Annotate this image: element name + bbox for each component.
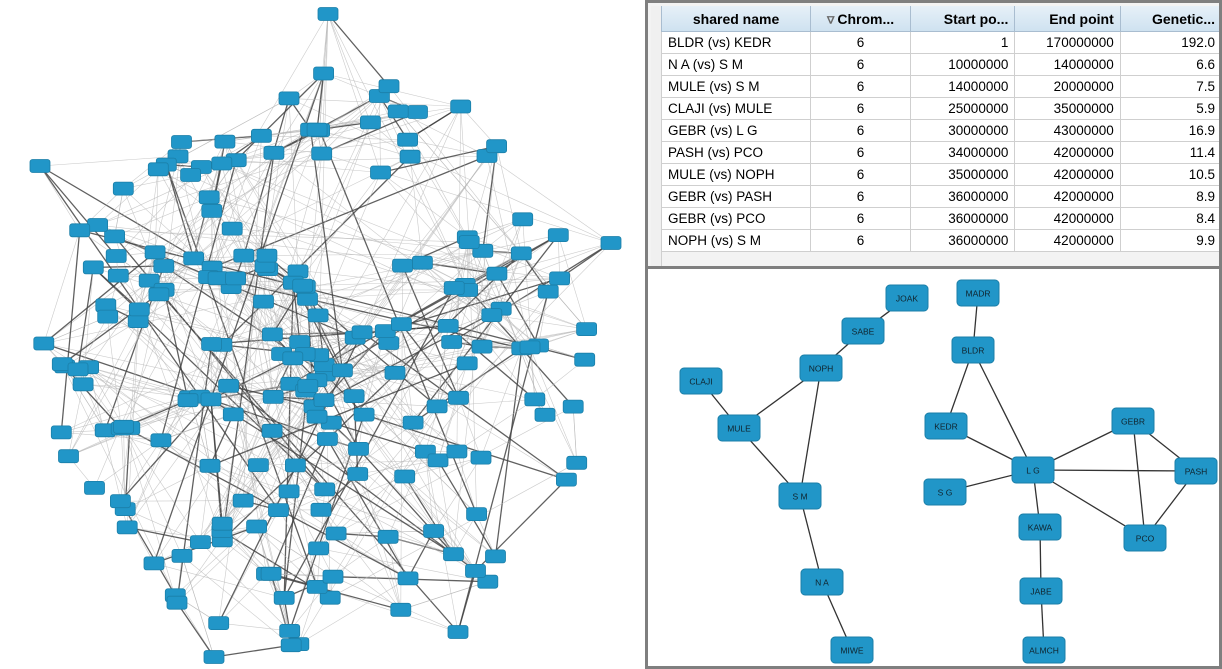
network-edge[interactable] bbox=[573, 407, 577, 463]
subnetwork-node[interactable] bbox=[1112, 408, 1154, 434]
node-label: MADR bbox=[965, 288, 991, 299]
network-node[interactable] bbox=[332, 364, 352, 377]
network-node[interactable] bbox=[145, 246, 165, 259]
network-node[interactable] bbox=[285, 459, 305, 472]
network-node[interactable] bbox=[314, 67, 334, 80]
network-node[interactable] bbox=[427, 400, 447, 413]
network-node[interactable] bbox=[307, 410, 327, 423]
network-node[interactable] bbox=[309, 542, 329, 555]
network-node[interactable] bbox=[308, 309, 328, 322]
network-node[interactable] bbox=[486, 550, 506, 563]
node-label: MULE bbox=[727, 423, 751, 434]
subnetwork-node[interactable] bbox=[801, 569, 843, 595]
table-cell-genetic[interactable]: 6.6 bbox=[1120, 54, 1221, 76]
network-edge[interactable] bbox=[289, 98, 298, 271]
network-edge[interactable] bbox=[161, 414, 233, 440]
table-header-start_point[interactable] bbox=[910, 6, 1014, 32]
subnetwork-node[interactable] bbox=[952, 337, 994, 363]
subnetwork-node[interactable] bbox=[957, 280, 999, 306]
network-node[interactable] bbox=[360, 116, 380, 129]
network-node[interactable] bbox=[222, 222, 242, 235]
subnetwork-edge[interactable] bbox=[1133, 421, 1145, 538]
network-node[interactable] bbox=[199, 191, 219, 204]
table-cell-genetic[interactable]: 7.5 bbox=[1120, 76, 1221, 98]
table-cell-start_point[interactable]: 35000000 bbox=[910, 164, 1014, 186]
edge-table[interactable] bbox=[661, 6, 1222, 252]
network-node[interactable] bbox=[424, 525, 444, 538]
network-node[interactable] bbox=[298, 380, 318, 393]
table-row[interactable] bbox=[662, 208, 1222, 230]
network-node[interactable] bbox=[457, 357, 477, 370]
node-label: JABE bbox=[1030, 586, 1052, 597]
network-node[interactable] bbox=[279, 485, 299, 498]
network-node[interactable] bbox=[459, 236, 479, 249]
network-node[interactable] bbox=[172, 136, 192, 149]
network-node[interactable] bbox=[73, 378, 93, 391]
network-node[interactable] bbox=[215, 135, 235, 148]
network-edge[interactable] bbox=[458, 571, 476, 632]
network-node[interactable] bbox=[520, 341, 540, 354]
network-node[interactable] bbox=[601, 237, 621, 250]
network-node[interactable] bbox=[251, 129, 271, 142]
network-node[interactable] bbox=[438, 319, 458, 332]
node-label: MIWE bbox=[840, 645, 864, 656]
table-cell-chromosome[interactable]: 6 bbox=[811, 98, 911, 120]
table-cell-chromosome[interactable]: 6 bbox=[811, 54, 911, 76]
table-cell-chromosome[interactable]: 6 bbox=[811, 186, 911, 208]
network-node[interactable] bbox=[466, 564, 486, 577]
network-node[interactable] bbox=[487, 267, 507, 280]
network-node[interactable] bbox=[190, 536, 210, 549]
network-node[interactable] bbox=[262, 424, 282, 437]
network-node[interactable] bbox=[257, 249, 277, 262]
network-node[interactable] bbox=[556, 473, 576, 486]
network-node[interactable] bbox=[88, 219, 108, 232]
network-node[interactable] bbox=[106, 250, 126, 263]
table-cell-start_point[interactable]: 1 bbox=[910, 32, 1014, 54]
network-node[interactable] bbox=[293, 279, 313, 292]
network-node[interactable] bbox=[349, 442, 369, 455]
network-node[interactable] bbox=[318, 8, 338, 21]
network-node[interactable] bbox=[172, 549, 192, 562]
network-node[interactable] bbox=[317, 433, 337, 446]
network-node[interactable] bbox=[219, 379, 239, 392]
table-cell-end_point[interactable]: 20000000 bbox=[1015, 76, 1120, 98]
table-cell-end_point[interactable]: 42000000 bbox=[1015, 186, 1120, 208]
network-edge[interactable] bbox=[398, 111, 467, 237]
network-node[interactable] bbox=[68, 363, 88, 376]
network-node[interactable] bbox=[208, 272, 228, 285]
network-edge[interactable] bbox=[98, 169, 159, 225]
table-header-label: Start po... bbox=[943, 10, 1009, 27]
network-node[interactable] bbox=[391, 603, 411, 616]
subnetwork-view[interactable] bbox=[645, 266, 1222, 669]
table-cell-start_point[interactable]: 36000000 bbox=[910, 208, 1014, 230]
network-node[interactable] bbox=[281, 639, 301, 652]
network-node[interactable] bbox=[261, 567, 281, 580]
network-edge[interactable] bbox=[461, 107, 470, 243]
network-node[interactable] bbox=[482, 309, 502, 322]
network-node[interactable] bbox=[447, 445, 467, 458]
network-node[interactable] bbox=[472, 340, 492, 353]
table-cell-start_point[interactable]: 10000000 bbox=[910, 54, 1014, 76]
table-cell-shared_name[interactable]: N A (vs) S M bbox=[662, 54, 811, 76]
network-node[interactable] bbox=[525, 393, 545, 406]
network-node[interactable] bbox=[326, 527, 346, 540]
network-node[interactable] bbox=[108, 269, 128, 282]
network-edge[interactable] bbox=[61, 230, 79, 432]
network-node[interactable] bbox=[449, 391, 469, 404]
table-cell-chromosome[interactable]: 6 bbox=[811, 76, 911, 98]
network-node[interactable] bbox=[379, 80, 399, 93]
node-label: S G bbox=[937, 487, 953, 498]
network-node[interactable] bbox=[398, 133, 418, 146]
network-node[interactable] bbox=[204, 651, 224, 664]
table-cell-end_point[interactable]: 42000000 bbox=[1015, 208, 1120, 230]
network-node[interactable] bbox=[408, 106, 428, 119]
subnetwork-edge[interactable] bbox=[1033, 470, 1196, 471]
network-node[interactable] bbox=[234, 249, 254, 262]
network-node[interactable] bbox=[379, 337, 399, 350]
network-edge[interactable] bbox=[408, 531, 434, 578]
network-node[interactable] bbox=[212, 157, 232, 170]
network-node[interactable] bbox=[280, 624, 300, 637]
network-node[interactable] bbox=[279, 92, 299, 105]
network-node[interactable] bbox=[444, 548, 464, 561]
subnetwork-node[interactable] bbox=[779, 483, 821, 509]
node-label: PASH bbox=[1184, 466, 1208, 477]
network-node[interactable] bbox=[550, 272, 570, 285]
network-node[interactable] bbox=[391, 318, 411, 331]
network-node[interactable] bbox=[274, 591, 294, 604]
network-node[interactable] bbox=[110, 495, 130, 508]
node-label: L G bbox=[1026, 465, 1040, 476]
network-node[interactable] bbox=[312, 147, 332, 160]
table-header-label: Genetic... bbox=[1151, 10, 1215, 27]
network-node[interactable] bbox=[262, 328, 282, 341]
table-cell-shared_name[interactable]: MULE (vs) S M bbox=[662, 76, 811, 98]
network-node[interactable] bbox=[223, 408, 243, 421]
subnetwork-canvas[interactable] bbox=[648, 269, 1219, 666]
table-cell-end_point[interactable]: 43000000 bbox=[1015, 120, 1120, 142]
table-header-label: Chrom... bbox=[837, 10, 895, 27]
network-node[interactable] bbox=[403, 416, 423, 429]
subnetwork-node[interactable] bbox=[800, 355, 842, 381]
table-cell-shared_name[interactable]: GEBR (vs) PCO bbox=[662, 208, 811, 230]
node-label: KAWA bbox=[1027, 522, 1053, 533]
network-node[interactable] bbox=[487, 140, 507, 153]
subnetwork-node[interactable] bbox=[1124, 525, 1166, 551]
network-node[interactable] bbox=[151, 434, 171, 447]
network-edge[interactable] bbox=[530, 347, 535, 399]
network-node[interactable] bbox=[209, 617, 229, 630]
table-cell-chromosome[interactable]: 6 bbox=[811, 120, 911, 142]
network-node[interactable] bbox=[428, 454, 448, 467]
network-node[interactable] bbox=[83, 261, 103, 274]
table-cell-genetic[interactable]: 11.4 bbox=[1120, 142, 1221, 164]
network-node[interactable] bbox=[178, 394, 198, 407]
table-cell-start_point[interactable]: 34000000 bbox=[910, 142, 1014, 164]
network-edge[interactable] bbox=[244, 98, 289, 255]
table-cell-start_point[interactable]: 14000000 bbox=[910, 76, 1014, 98]
table-cell-start_point[interactable]: 30000000 bbox=[910, 120, 1014, 142]
network-node[interactable] bbox=[85, 481, 105, 494]
network-node[interactable] bbox=[513, 213, 533, 226]
network-node[interactable] bbox=[51, 426, 71, 439]
table-row[interactable] bbox=[662, 32, 1222, 54]
network-edge[interactable] bbox=[127, 397, 189, 527]
table-header-end_point[interactable] bbox=[1015, 6, 1120, 32]
network-node[interactable] bbox=[144, 557, 164, 570]
network-node[interactable] bbox=[59, 450, 79, 463]
network-node[interactable] bbox=[212, 517, 232, 530]
subnetwork-edge[interactable] bbox=[973, 350, 1033, 470]
network-edge[interactable] bbox=[40, 166, 80, 230]
network-node[interactable] bbox=[128, 315, 148, 328]
subnetwork-node[interactable] bbox=[680, 368, 722, 394]
network-node[interactable] bbox=[154, 260, 174, 273]
network-node[interactable] bbox=[202, 338, 222, 351]
subnetwork-node[interactable] bbox=[925, 413, 967, 439]
network-edge[interactable] bbox=[69, 384, 84, 456]
subnetwork-node[interactable] bbox=[831, 637, 873, 663]
network-edge[interactable] bbox=[123, 98, 289, 188]
table-cell-end_point[interactable]: 42000000 bbox=[1015, 164, 1120, 186]
network-node[interactable] bbox=[323, 570, 343, 583]
network-node[interactable] bbox=[200, 459, 220, 472]
network-node[interactable] bbox=[167, 596, 187, 609]
network-node[interactable] bbox=[202, 204, 222, 217]
network-node[interactable] bbox=[247, 520, 267, 533]
table-cell-chromosome[interactable]: 6 bbox=[811, 230, 911, 252]
node-label: JOAK bbox=[895, 293, 919, 304]
network-node[interactable] bbox=[307, 123, 327, 136]
network-node[interactable] bbox=[269, 504, 289, 517]
table-cell-genetic[interactable]: 8.4 bbox=[1120, 208, 1221, 230]
network-node[interactable] bbox=[226, 272, 246, 285]
network-node[interactable] bbox=[371, 166, 391, 179]
network-node[interactable] bbox=[412, 256, 432, 269]
network-node[interactable] bbox=[348, 468, 368, 481]
table-cell-genetic[interactable]: 16.9 bbox=[1120, 120, 1221, 142]
node-label: NOPH bbox=[808, 363, 834, 374]
network-edge[interactable] bbox=[177, 603, 214, 657]
table-row[interactable] bbox=[662, 98, 1222, 120]
table-cell-shared_name[interactable]: CLAJI (vs) MULE bbox=[662, 98, 811, 120]
network-node[interactable] bbox=[444, 282, 464, 295]
table-header-chromosome[interactable] bbox=[811, 6, 911, 32]
network-edge[interactable] bbox=[125, 466, 210, 509]
network-node[interactable] bbox=[548, 229, 568, 242]
network-node[interactable] bbox=[298, 292, 318, 305]
network-node[interactable] bbox=[393, 259, 413, 272]
table-header-label: End point bbox=[1049, 10, 1114, 27]
subnetwork-node[interactable] bbox=[924, 479, 966, 505]
table-cell-shared_name[interactable]: NOPH (vs) S M bbox=[662, 230, 811, 252]
table-cell-start_point[interactable]: 36000000 bbox=[910, 230, 1014, 252]
network-node[interactable] bbox=[311, 503, 331, 516]
network-node[interactable] bbox=[113, 182, 133, 195]
table-cell-shared_name[interactable]: GEBR (vs) L G bbox=[662, 120, 811, 142]
network-edge[interactable] bbox=[410, 157, 422, 263]
node-label: GEBR bbox=[1120, 416, 1146, 427]
table-cell-genetic[interactable]: 9.9 bbox=[1120, 230, 1221, 252]
network-node[interactable] bbox=[388, 105, 408, 118]
network-node[interactable] bbox=[471, 451, 491, 464]
subnetwork-edge[interactable] bbox=[800, 368, 821, 496]
network-node[interactable] bbox=[535, 408, 555, 421]
network-edge[interactable] bbox=[379, 96, 380, 173]
table-cell-start_point[interactable]: 36000000 bbox=[910, 186, 1014, 208]
node-label: ALMCH bbox=[1029, 645, 1059, 656]
table-cell-start_point[interactable]: 25000000 bbox=[910, 98, 1014, 120]
network-node[interactable] bbox=[233, 494, 253, 507]
subnetwork-nodes[interactable] bbox=[680, 280, 1217, 663]
network-edge[interactable] bbox=[324, 400, 437, 406]
table-body[interactable] bbox=[662, 32, 1222, 252]
table-cell-chromosome[interactable]: 6 bbox=[811, 142, 911, 164]
network-node[interactable] bbox=[448, 626, 468, 639]
network-edge[interactable] bbox=[401, 582, 488, 610]
subnetwork-node[interactable] bbox=[718, 415, 760, 441]
network-node[interactable] bbox=[70, 224, 90, 237]
network-node[interactable] bbox=[467, 508, 487, 521]
table-cell-end_point[interactable]: 42000000 bbox=[1015, 230, 1120, 252]
table-row[interactable] bbox=[662, 230, 1222, 252]
network-node[interactable] bbox=[114, 420, 134, 433]
table-cell-end_point[interactable]: 170000000 bbox=[1015, 32, 1120, 54]
network-node[interactable] bbox=[567, 456, 587, 469]
network-node[interactable] bbox=[577, 323, 597, 336]
network-edge[interactable] bbox=[80, 107, 461, 231]
table-cell-shared_name[interactable]: PASH (vs) PCO bbox=[662, 142, 811, 164]
network-edge[interactable] bbox=[219, 574, 267, 623]
table-cell-genetic[interactable]: 10.5 bbox=[1120, 164, 1221, 186]
network-node[interactable] bbox=[248, 459, 268, 472]
network-node[interactable] bbox=[400, 150, 420, 163]
network-node[interactable] bbox=[105, 230, 125, 243]
network-node[interactable] bbox=[149, 288, 169, 301]
network-edge[interactable] bbox=[127, 527, 200, 542]
network-node[interactable] bbox=[442, 336, 462, 349]
network-edge[interactable] bbox=[219, 623, 290, 631]
filter-icon[interactable]: ∇ bbox=[826, 15, 835, 26]
network-node[interactable] bbox=[538, 285, 558, 298]
table-cell-shared_name[interactable]: GEBR (vs) PASH bbox=[662, 186, 811, 208]
network-node[interactable] bbox=[264, 146, 284, 159]
table-header-genetic[interactable] bbox=[1120, 6, 1221, 32]
network-node[interactable] bbox=[315, 483, 335, 496]
table-cell-genetic[interactable]: 192.0 bbox=[1120, 32, 1221, 54]
subnetwork-node[interactable] bbox=[886, 285, 928, 311]
network-edge[interactable] bbox=[236, 160, 380, 172]
network-edge[interactable] bbox=[93, 266, 164, 267]
network-edge[interactable] bbox=[328, 14, 389, 86]
table-cell-end_point[interactable]: 42000000 bbox=[1015, 142, 1120, 164]
node-label: BLDR bbox=[961, 345, 985, 356]
edge-table-panel[interactable] bbox=[645, 0, 1222, 266]
table-row[interactable] bbox=[662, 76, 1222, 98]
network-node[interactable] bbox=[451, 100, 471, 113]
table-header-label: shared name bbox=[692, 10, 780, 27]
table-cell-shared_name[interactable]: BLDR (vs) KEDR bbox=[662, 32, 811, 54]
network-edge[interactable] bbox=[308, 154, 322, 299]
network-edge[interactable] bbox=[328, 14, 370, 122]
network-node[interactable] bbox=[117, 521, 137, 534]
network-node[interactable] bbox=[290, 336, 310, 349]
network-node[interactable] bbox=[344, 390, 364, 403]
table-row[interactable] bbox=[662, 142, 1222, 164]
network-node[interactable] bbox=[184, 252, 204, 265]
network-node[interactable] bbox=[254, 295, 274, 308]
network-node[interactable] bbox=[575, 353, 595, 366]
node-label: PCO bbox=[1135, 533, 1155, 544]
network-node[interactable] bbox=[378, 530, 398, 543]
network-node[interactable] bbox=[395, 470, 415, 483]
network-node[interactable] bbox=[98, 310, 118, 323]
table-row[interactable] bbox=[662, 120, 1222, 142]
network-node[interactable] bbox=[314, 394, 334, 407]
table-cell-chromosome[interactable]: 6 bbox=[811, 208, 911, 230]
subnetwork-node[interactable] bbox=[1023, 637, 1065, 663]
table-cell-shared_name[interactable]: MULE (vs) NOPH bbox=[662, 164, 811, 186]
network-node[interactable] bbox=[354, 408, 374, 421]
network-edge[interactable] bbox=[496, 348, 522, 556]
table-header-row bbox=[662, 6, 1222, 32]
network-node[interactable] bbox=[201, 393, 221, 406]
node-label: S M bbox=[792, 491, 808, 502]
table-cell-end_point[interactable]: 35000000 bbox=[1015, 98, 1120, 120]
network-node[interactable] bbox=[398, 572, 418, 585]
node-label: N A bbox=[815, 577, 829, 588]
network-node[interactable] bbox=[34, 337, 54, 350]
subnetwork-node[interactable] bbox=[1175, 458, 1217, 484]
table-header-shared_name[interactable] bbox=[662, 6, 811, 32]
node-label: SABE bbox=[851, 326, 875, 337]
subnetwork-node[interactable] bbox=[1012, 457, 1054, 483]
network-node[interactable] bbox=[352, 326, 372, 339]
table-cell-genetic[interactable]: 5.9 bbox=[1120, 98, 1221, 120]
subnetwork-node[interactable] bbox=[842, 318, 884, 344]
table-row[interactable] bbox=[662, 54, 1222, 76]
subnetwork-node[interactable] bbox=[1019, 514, 1061, 540]
network-node[interactable] bbox=[148, 163, 168, 176]
network-node[interactable] bbox=[283, 352, 303, 365]
network-node[interactable] bbox=[129, 303, 149, 316]
network-node[interactable] bbox=[563, 400, 583, 413]
table-row[interactable] bbox=[662, 164, 1222, 186]
table-cell-chromosome[interactable]: 6 bbox=[811, 32, 911, 54]
table-row[interactable] bbox=[662, 186, 1222, 208]
subnetwork-node[interactable] bbox=[1020, 578, 1062, 604]
table-cell-genetic[interactable]: 8.9 bbox=[1120, 186, 1221, 208]
network-node[interactable] bbox=[263, 390, 283, 403]
node-label: KEDR bbox=[934, 421, 958, 432]
node-label: CLAJI bbox=[689, 376, 713, 387]
network-node[interactable] bbox=[181, 169, 201, 182]
table-cell-end_point[interactable]: 14000000 bbox=[1015, 54, 1120, 76]
network-node[interactable] bbox=[30, 160, 50, 173]
subnetwork-edges bbox=[701, 293, 1196, 650]
table-cell-chromosome[interactable]: 6 bbox=[811, 164, 911, 186]
network-node[interactable] bbox=[385, 366, 405, 379]
network-edges bbox=[40, 14, 611, 657]
network-node[interactable] bbox=[511, 247, 531, 260]
